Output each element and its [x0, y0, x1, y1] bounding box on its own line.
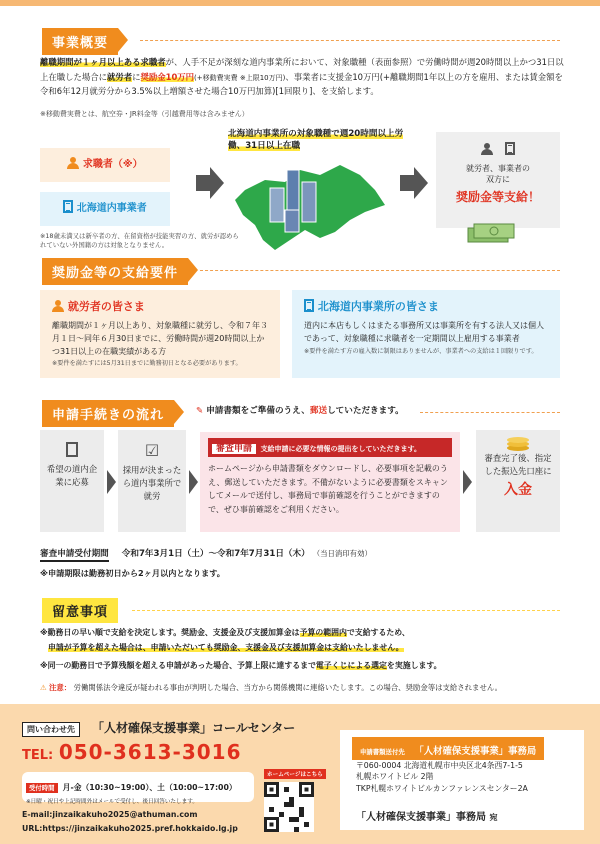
note1a: ※勤務日の早い順で支給を決定します。奨励金、支援金及び支援加算金は [40, 628, 300, 637]
note2 [40, 660, 565, 671]
mail-tag: 申請書類送付先 [360, 748, 405, 756]
url[interactable]: URL:https://jinzaikakuho2025.pref.hokkaido.lg.jp [22, 824, 238, 833]
contact-label: 問い合わせ先 [22, 722, 80, 737]
employer-body: 道内に本店もしくはまたる事務所又は事業所を有する法人又は個人であって、対象職種に求職者を一定期間以上雇用する事業者 [304, 321, 544, 343]
step4-text: 審査完了後、指定した振込先口座に [484, 453, 552, 477]
address-to [356, 808, 497, 823]
mail-title: 「人材確保支援事業」事務局 [414, 746, 537, 757]
review-tag2: 支給申請に必要な情報の提出をしていただきます。 [260, 445, 422, 453]
result-box [436, 132, 560, 228]
step-arrow-1 [107, 470, 116, 494]
note2c: を実施します。 [386, 661, 442, 670]
map-caption-text: 北海道内事業所の対象職種で週20時間以上労働、31日以上在職 [228, 129, 404, 152]
review-tag-row [208, 438, 452, 457]
coin-stack-icon [503, 432, 533, 452]
overview-paragraph [40, 55, 565, 99]
address-line3: TKP札幌ホワイトビルカンファレンスセンター2A [356, 783, 528, 793]
email[interactable]: E-mail:jinzaikakuho2025@athuman.com [22, 810, 198, 819]
overview-note: ※移動費実費とは、航空券・JR料金等（引越費用等は含みません） [40, 110, 249, 118]
requirements-divider [200, 270, 560, 271]
employer-box [40, 192, 170, 226]
overview-p1b: が、人手不足が深刻な道内事業所において、対象職種（表面参照）で労働時間が週20時間以上かつ31日以上在職した場合に [40, 57, 564, 82]
step2-box [118, 430, 186, 532]
job-seeker-label: 求職者（※） [82, 159, 143, 170]
pencil-icon: ✎ [196, 406, 204, 416]
building-icon [304, 299, 314, 312]
person-icon [481, 143, 493, 155]
job-seeker-box [40, 148, 170, 182]
overview-p1e: 奨励金10万円 [140, 71, 195, 82]
overview-title: 事業概要 [42, 28, 118, 55]
employer-title [304, 298, 548, 314]
deadline: ※申請期限は勤務初日から2ヶ月以内となります。 [40, 568, 225, 578]
caution-text: 労働関係法令違反が疑われる事由が判明した場合、当方から関係機関に連絡いたします。この場合、奨励金等は支給されません。 [73, 683, 503, 692]
hokkaido-map [225, 150, 395, 260]
employer-title-text: 北海道内事業所の皆さま [317, 300, 439, 313]
period-label: 審査申請受付期間 [40, 549, 109, 562]
contact-center: 「人材確保支援事業」コールセンター [92, 721, 296, 735]
step2-text: 採用が決まったら道内事業所で就労 [122, 464, 182, 502]
result-big: 奨励金等支給！ [455, 190, 540, 204]
building-icon [63, 200, 73, 213]
worker-title-text: 就労者の皆さま [67, 300, 145, 313]
employer-label: 北海道内事業者 [76, 203, 147, 214]
step-arrow-2 [189, 470, 198, 494]
qr-label: ホームページはこちら [264, 769, 326, 779]
address-block [356, 760, 528, 794]
flow-header [196, 404, 404, 416]
money-icon [466, 222, 516, 244]
step4-box [476, 430, 560, 532]
tel-label: TEL: [22, 748, 54, 763]
result-line1: 就労者、事業者の [466, 164, 530, 173]
review-tag: 審査申請 [212, 444, 256, 454]
caution-row [40, 682, 565, 693]
result-line2: 双方に [486, 175, 510, 184]
flow-header-a: 申請書類をご準備のうえ、 [206, 406, 310, 416]
employer-card [292, 290, 560, 378]
person-icon [67, 157, 79, 169]
step1-box [40, 430, 104, 532]
address-to-suffix: 宛 [489, 813, 498, 822]
note1c: で支給するため、 [346, 628, 410, 637]
result-icons [436, 138, 560, 157]
diagram-arrow-left-head [210, 167, 224, 199]
tel-row [22, 740, 242, 764]
overview-p1c: 就労者 [107, 71, 133, 82]
address-line1: 〒060-0004 北海道札幌市中央区北4条西7-1-5 [356, 761, 523, 770]
review-body: ホームページから申請書類をダウンロードし、必要事項を記載のうえ、郵送していただきます。不備がないように必要書類をスキャンしてメールで送付し、事務局で事前確認を行うことができますので、ぜひ事前確認をご利用ください。 [208, 464, 448, 514]
note1d: 申請が予算を超えた場合は、申請いただいても奨励金、支援金及び支援加算金は支給いたしません。 [48, 642, 404, 652]
flow-divider [420, 412, 560, 413]
note1b: 予算の範囲内 [299, 628, 347, 637]
address-to-name: 「人材確保支援事業」事務局 [356, 812, 486, 823]
hours-row [22, 772, 254, 805]
overview-p1a: 離職期間が１ヶ月以上ある求職者 [40, 57, 166, 67]
notes-divider [132, 610, 560, 611]
top-strip [0, 0, 600, 6]
caution-label: 注意： [49, 683, 72, 692]
hours-note: ※日曜・祝日や上記時間外はメールで受付し、後日回答いたします。 [26, 799, 198, 805]
flow-title: 申請手続きの流れ [42, 400, 174, 427]
note2b: 電子くじによる選定 [315, 661, 387, 670]
worker-body: 離職期間が１ヶ月以上あり、対象職種に就労し、令和７年３月１日～同年６月30日までに、労働時間が週20時間以上かつ31日以上の在職実績がある方 [52, 321, 268, 356]
period-value: 令和7年3月1日（土）～令和7年7月31日（木） [121, 549, 310, 559]
flow-header-b: 郵送 [309, 406, 328, 416]
address-line2: 札幌ホワイトビル 2階 [356, 772, 434, 782]
period-note: （当日消印有効） [312, 549, 372, 558]
warning-icon: ⚠ [40, 683, 47, 692]
flow-header-c: していただきます。 [327, 406, 404, 416]
overview-p1f: (+移動費実費 ※上限10万円) [194, 73, 286, 82]
mail-tag-row [352, 737, 544, 760]
step4-big: 入金 [504, 481, 532, 498]
map-caption [228, 128, 418, 152]
notes-title: 留意事項 [42, 598, 118, 623]
overview-p1d: に [132, 71, 141, 82]
hours-value: 月-金（10:30~19:00）、土（10:00~17:00） [62, 783, 237, 792]
tel-number[interactable]: 050-3613-3016 [58, 740, 242, 764]
worker-card [40, 290, 280, 378]
worker-title [52, 298, 268, 314]
worker-note: ※要件を満たすには5月31日までに勤務初日となる必要があります。 [52, 360, 242, 368]
overview-divider [140, 40, 560, 41]
diagram-note: ※18歳未満又は新卒者の方、在留資格が技能実習の方、就労が認められていない外国籍の方は対象となりません。 [40, 232, 239, 249]
qr-code[interactable] [264, 782, 314, 832]
note2a: ※同一の勤務日で予算残額を超える申請があった場合、予算上限に達するまで [40, 661, 316, 670]
diagram-arrow-right-head [414, 167, 428, 199]
document-icon [66, 442, 78, 457]
step-arrow-3 [463, 470, 472, 494]
diagram-arrow-right [400, 175, 414, 191]
diagram-arrow-left [196, 175, 210, 191]
hours-label: 受付時間 [26, 783, 58, 793]
requirements-title: 奨励金等の支給要件 [42, 258, 188, 285]
building-icon [505, 142, 515, 155]
employer-note: ※要件を満たす方の雇入数に制限はありませんが、事業者への支給は１回限りです。 [304, 347, 538, 355]
step1-text: 希望の道内企業に応募 [46, 464, 98, 488]
note1 [40, 626, 565, 655]
overview-p1g: 、事業者に支援金10万円(+離職期間1年以上の方を雇用、または賃金額を令和6年12月就労分から3.5%以上増額させた場合10万円加算)[1回限り]、を支給します。 [40, 71, 563, 97]
person-icon [52, 300, 64, 312]
hand-check-icon: ☑ [144, 441, 160, 460]
period-row [40, 547, 372, 559]
review-box [200, 432, 460, 532]
